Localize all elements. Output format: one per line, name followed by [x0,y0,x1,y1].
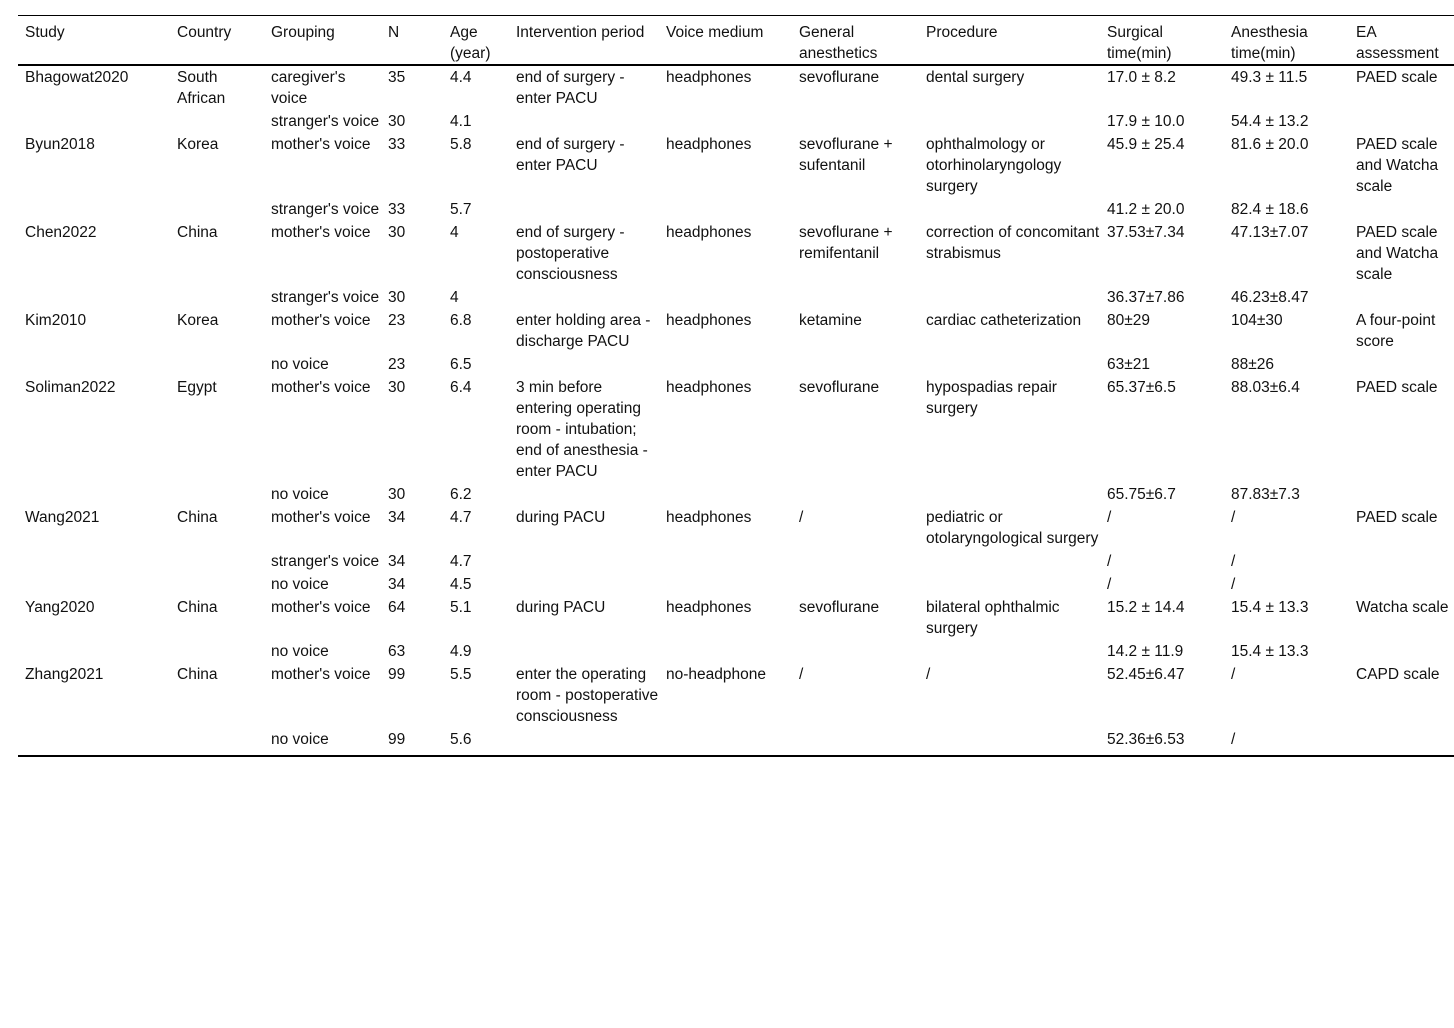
cell-general-anesthetics [792,641,919,664]
cell-general-anesthetics: / [799,509,804,526]
table-row [18,377,1454,484]
cell-anesthesia-time: / [1231,576,1236,593]
cell-ea-assessment [1349,484,1454,507]
cell-age: 6.8 [450,312,472,329]
cell-intervention-period [509,287,659,310]
cell-ea-assessment [1349,287,1454,310]
cell-anesthesia-time: 87.83±7.3 [1231,486,1300,503]
cell-age: 4.9 [450,643,472,660]
cell-general-anesthetics [792,574,919,597]
cell-intervention-period [509,729,659,756]
cell-grouping: no voice [271,731,329,748]
cell-procedure: cardiac catheterization [926,312,1082,329]
header-general-anesthetics: General anesthetics [799,24,878,62]
cell-surgical-time: 15.2 ± 14.4 [1107,599,1185,616]
cell-surgical-time: 36.37±7.86 [1107,289,1185,306]
cell-age: 4 [450,224,459,241]
cell-general-anesthetics: ketamine [799,312,862,329]
cell-grouping: mother's voice [271,312,371,329]
table-row [18,310,1454,354]
cell-study: Chen2022 [25,224,97,241]
cell-intervention-period: enter holding area - discharge PACU [516,312,651,350]
cell-age: 5.1 [450,599,472,616]
cell-ea-assessment [1349,199,1454,222]
cell-anesthesia-time: 49.3 ± 11.5 [1231,69,1308,86]
cell-grouping: mother's voice [271,136,371,153]
cell-procedure: dental surgery [926,69,1025,86]
cell-ea-assessment [1349,551,1454,574]
cell-study [18,729,170,756]
cell-voice-medium: headphones [666,69,752,86]
cell-voice-medium: headphones [666,599,752,616]
cell-general-anesthetics: sevoflurane [799,69,880,86]
cell-study [18,111,170,134]
cell-procedure [919,484,1100,507]
cell-intervention-period [509,551,659,574]
cell-anesthesia-time: 88±26 [1231,356,1274,373]
cell-anesthesia-time: 88.03±6.4 [1231,379,1300,396]
cell-procedure [919,111,1100,134]
cell-intervention-period [509,484,659,507]
cell-age: 6.2 [450,486,472,503]
cell-grouping: stranger's voice [271,201,380,218]
table-row [18,111,1454,134]
cell-n: 23 [388,356,406,373]
cell-general-anesthetics: sevoflurane + remifentanil [799,224,893,262]
study-characteristics-table [18,15,1454,757]
cell-grouping: mother's voice [271,599,371,616]
table-row [18,597,1454,641]
cell-intervention-period: end of surgery - enter PACU [516,136,625,174]
cell-n: 63 [388,643,406,660]
header-n: N [388,24,400,41]
cell-study [18,354,170,377]
cell-country [170,484,264,507]
cell-grouping: caregiver's voice [271,69,346,107]
cell-grouping: no voice [271,356,329,373]
cell-n: 30 [388,224,406,241]
table-row [18,287,1454,310]
cell-study [18,641,170,664]
cell-study: Kim2010 [25,312,87,329]
cell-procedure [919,551,1100,574]
cell-n: 30 [388,289,406,306]
cell-surgical-time: 65.75±6.7 [1107,486,1176,503]
study-table-container [18,15,1454,757]
cell-age: 5.8 [450,136,472,153]
cell-voice-medium: headphones [666,509,752,526]
cell-ea-assessment: PAED scale [1356,379,1438,396]
cell-anesthesia-time: 54.4 ± 13.2 [1231,113,1309,130]
cell-surgical-time: 17.0 ± 8.2 [1107,69,1176,86]
cell-grouping: no voice [271,576,329,593]
cell-voice-medium [659,199,792,222]
cell-age: 6.5 [450,356,472,373]
cell-study: Yang2020 [25,599,95,616]
cell-voice-medium: headphones [666,312,752,329]
cell-country: Egypt [177,379,217,396]
cell-age: 5.7 [450,201,472,218]
cell-procedure [919,574,1100,597]
cell-voice-medium [659,551,792,574]
table-row [18,641,1454,664]
cell-surgical-time: 14.2 ± 11.9 [1107,643,1184,660]
cell-age: 5.6 [450,731,472,748]
cell-ea-assessment: CAPD scale [1356,666,1440,683]
table-row [18,507,1454,551]
table-body [18,65,1454,756]
cell-ea-assessment [1349,354,1454,377]
cell-intervention-period: during PACU [516,599,606,616]
cell-n: 99 [388,731,406,748]
cell-voice-medium [659,574,792,597]
cell-surgical-time: 80±29 [1107,312,1150,329]
cell-intervention-period: end of surgery - enter PACU [516,69,625,107]
cell-age: 5.5 [450,666,472,683]
cell-procedure [919,729,1100,756]
table-row [18,354,1454,377]
cell-country [170,574,264,597]
cell-general-anesthetics [792,551,919,574]
cell-anesthesia-time: 46.23±8.47 [1231,289,1309,306]
cell-ea-assessment [1349,111,1454,134]
header-row [18,16,1454,66]
cell-age: 4.1 [450,113,472,130]
cell-anesthesia-time: 82.4 ± 18.6 [1231,201,1309,218]
cell-ea-assessment: A four-point score [1356,312,1436,350]
cell-age: 4.7 [450,509,472,526]
cell-procedure: bilateral ophthalmic surgery [926,599,1060,637]
cell-country: China [177,666,218,683]
cell-study [18,574,170,597]
cell-study: Byun2018 [25,136,95,153]
cell-voice-medium [659,484,792,507]
cell-general-anesthetics [792,484,919,507]
cell-n: 34 [388,509,406,526]
cell-anesthesia-time: / [1231,666,1236,683]
cell-study: Soliman2022 [25,379,116,396]
cell-n: 23 [388,312,406,329]
cell-surgical-time: 37.53±7.34 [1107,224,1185,241]
cell-grouping: mother's voice [271,509,371,526]
cell-n: 33 [388,136,406,153]
cell-n: 30 [388,379,406,396]
cell-country [170,287,264,310]
cell-surgical-time: 65.37±6.5 [1107,379,1176,396]
cell-n: 34 [388,553,406,570]
cell-n: 34 [388,576,406,593]
cell-ea-assessment: PAED scale and Watcha scale [1356,224,1439,283]
cell-n: 99 [388,666,406,683]
table-row [18,199,1454,222]
header-grouping: Grouping [271,24,335,41]
cell-general-anesthetics: sevoflurane [799,599,880,616]
cell-procedure [919,199,1100,222]
cell-n: 64 [388,599,406,616]
cell-intervention-period: enter the operating room - postoperative consciousness [516,666,659,725]
cell-voice-medium: headphones [666,379,752,396]
cell-age: 4.5 [450,576,472,593]
header-intervention-period: Intervention period [516,24,645,41]
cell-ea-assessment [1349,574,1454,597]
cell-intervention-period: end of surgery - postoperative consciousness [516,224,625,283]
cell-procedure: pediatric or otolaryngological surgery [926,509,1099,547]
cell-country [170,354,264,377]
cell-ea-assessment [1349,729,1454,756]
cell-grouping: mother's voice [271,224,371,241]
cell-procedure: ophthalmology or otorhinolaryngology surgery [926,136,1062,195]
table-row [18,484,1454,507]
cell-country: China [177,599,218,616]
cell-ea-assessment: PAED scale and Watcha scale [1356,136,1439,195]
table-header [18,16,1454,66]
cell-ea-assessment [1349,641,1454,664]
header-study: Study [25,24,65,41]
cell-voice-medium: no-headphone [666,666,766,683]
cell-surgical-time: / [1107,576,1112,593]
cell-procedure [919,287,1100,310]
cell-general-anesthetics: sevoflurane [799,379,880,396]
cell-country: China [177,224,218,241]
cell-intervention-period [509,354,659,377]
cell-general-anesthetics [792,729,919,756]
cell-grouping: stranger's voice [271,289,380,306]
cell-intervention-period: 3 min before entering operating room - intubation; end of anesthesia - enter PACU [516,379,648,480]
cell-grouping: no voice [271,643,329,660]
cell-general-anesthetics: / [799,666,804,683]
cell-study: Bhagowat2020 [25,69,129,86]
cell-voice-medium [659,729,792,756]
cell-general-anesthetics [792,199,919,222]
cell-ea-assessment: PAED scale [1356,69,1438,86]
cell-procedure: correction of concomitant strabismus [926,224,1100,262]
cell-country [170,641,264,664]
header-anesthesia-time: Anesthesia time(min) [1231,24,1308,62]
cell-country [170,199,264,222]
cell-procedure [919,641,1100,664]
cell-surgical-time: 63±21 [1107,356,1150,373]
cell-anesthesia-time: 15.4 ± 13.3 [1231,643,1309,660]
cell-voice-medium: headphones [666,136,752,153]
cell-procedure [919,354,1100,377]
cell-intervention-period: during PACU [516,509,606,526]
cell-general-anesthetics: sevoflurane + sufentanil [799,136,893,174]
cell-procedure: / [926,666,931,683]
header-country: Country [177,24,232,41]
cell-country: China [177,509,218,526]
cell-ea-assessment: PAED scale [1356,509,1438,526]
cell-grouping: no voice [271,486,329,503]
cell-general-anesthetics [792,354,919,377]
cell-grouping: mother's voice [271,666,371,683]
cell-anesthesia-time: 81.6 ± 20.0 [1231,136,1309,153]
cell-anesthesia-time: 47.13±7.07 [1231,224,1309,241]
cell-intervention-period [509,574,659,597]
header-procedure: Procedure [926,24,998,41]
header-voice-medium: Voice medium [666,24,764,41]
cell-grouping: stranger's voice [271,113,380,130]
cell-study [18,551,170,574]
cell-study [18,287,170,310]
cell-age: 4.7 [450,553,472,570]
cell-voice-medium [659,641,792,664]
table-row [18,574,1454,597]
cell-anesthesia-time: / [1231,509,1236,526]
cell-n: 30 [388,486,406,503]
cell-country [170,111,264,134]
cell-country: South African [177,69,226,107]
cell-anesthesia-time: / [1231,731,1236,748]
cell-study [18,199,170,222]
cell-general-anesthetics [792,287,919,310]
cell-surgical-time: / [1107,553,1112,570]
cell-surgical-time: / [1107,509,1112,526]
cell-intervention-period [509,111,659,134]
header-surgical-time: Surgical time(min) [1107,24,1172,62]
cell-country: Korea [177,136,219,153]
cell-study: Wang2021 [25,509,100,526]
cell-anesthesia-time: 15.4 ± 13.3 [1231,599,1309,616]
cell-country: Korea [177,312,219,329]
table-row [18,222,1454,287]
header-ea-assessment: EA assessment [1356,24,1439,62]
cell-voice-medium [659,354,792,377]
table-row [18,65,1454,111]
cell-grouping: stranger's voice [271,553,380,570]
table-row [18,729,1454,756]
cell-age: 4 [450,289,459,306]
cell-surgical-time: 52.36±6.53 [1107,731,1185,748]
cell-voice-medium [659,287,792,310]
table-row [18,664,1454,729]
cell-intervention-period [509,199,659,222]
cell-surgical-time: 41.2 ± 20.0 [1107,201,1185,218]
cell-study [18,484,170,507]
cell-n: 33 [388,201,406,218]
cell-age: 4.4 [450,69,472,86]
cell-surgical-time: 17.9 ± 10.0 [1107,113,1185,130]
cell-procedure: hypospadias repair surgery [926,379,1057,417]
table-row [18,134,1454,199]
cell-n: 30 [388,113,406,130]
cell-voice-medium: headphones [666,224,752,241]
cell-surgical-time: 45.9 ± 25.4 [1107,136,1185,153]
cell-country [170,729,264,756]
header-age: Age (year) [450,24,491,62]
cell-anesthesia-time: 104±30 [1231,312,1283,329]
cell-intervention-period [509,641,659,664]
cell-n: 35 [388,69,406,86]
cell-anesthesia-time: / [1231,553,1236,570]
table-row [18,551,1454,574]
cell-country [170,551,264,574]
cell-general-anesthetics [792,111,919,134]
cell-grouping: mother's voice [271,379,371,396]
cell-surgical-time: 52.45±6.47 [1107,666,1185,683]
cell-voice-medium [659,111,792,134]
cell-age: 6.4 [450,379,472,396]
cell-study: Zhang2021 [25,666,104,683]
cell-ea-assessment: Watcha scale [1356,599,1449,616]
